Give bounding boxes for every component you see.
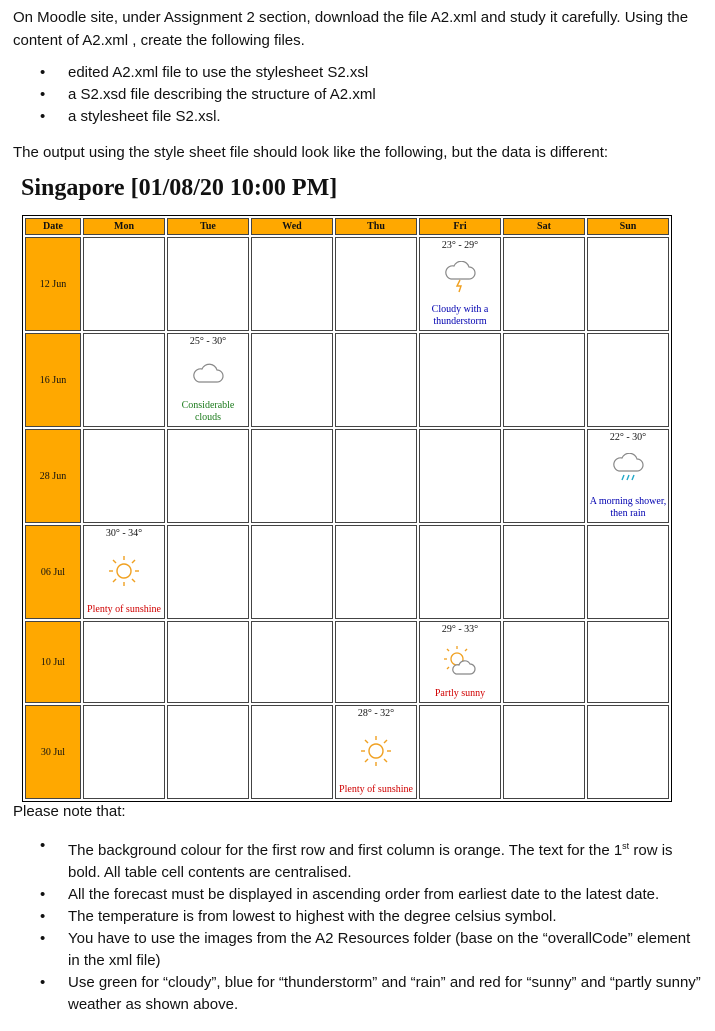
task-item: • edited A2.xml file to use the stylesheet S2.xsl <box>13 62 703 84</box>
day-cell <box>419 237 501 331</box>
day-cell <box>503 237 585 331</box>
day-cell <box>335 237 417 331</box>
forecast-table <box>22 215 672 802</box>
table-row <box>25 237 669 331</box>
day-cell <box>419 429 501 523</box>
weather-description: Considerable clouds <box>181 400 235 423</box>
day-cell <box>335 621 417 703</box>
day-cell <box>251 333 333 427</box>
table-row <box>25 333 669 427</box>
temperature-range: 22° - 30° <box>609 432 647 443</box>
day-cell <box>83 705 165 799</box>
table-row <box>25 525 669 619</box>
task-item: • a S2.xsd file describing the structure of A2.xml <box>13 84 703 106</box>
day-cell <box>167 525 249 619</box>
day-cell <box>83 429 165 523</box>
header-fri: Fri <box>419 218 501 235</box>
weather-description: Plenty of sunshine <box>87 604 161 615</box>
date-cell: 16 Jun <box>25 333 81 427</box>
day-cell <box>335 705 417 799</box>
forecast-entry <box>420 238 500 330</box>
forecast-title: Singapore [01/08/20 10:00 PM] <box>21 175 338 201</box>
table-row <box>25 429 669 523</box>
day-cell <box>587 621 669 703</box>
temperature-range: 23° - 29° <box>441 240 479 251</box>
partly-sunny-icon <box>442 644 478 681</box>
output-note: The output using the style sheet file should look like the following, but the data is different: <box>13 144 609 161</box>
header-wed: Wed <box>251 218 333 235</box>
note-item: • You have to use the images from the A2 Resources folder (base on the “overallCode” element in the xml file) <box>13 928 703 972</box>
day-cell <box>335 525 417 619</box>
date-cell: 06 Jul <box>25 525 81 619</box>
day-cell <box>419 705 501 799</box>
forecast-entry <box>168 334 248 426</box>
day-cell <box>587 705 669 799</box>
header-row <box>25 218 669 235</box>
day-cell <box>167 705 249 799</box>
sun-icon <box>106 554 142 591</box>
day-cell <box>587 333 669 427</box>
day-cell <box>83 525 165 619</box>
day-cell <box>167 621 249 703</box>
task-list <box>13 62 703 128</box>
day-cell <box>419 525 501 619</box>
day-cell <box>83 237 165 331</box>
day-cell <box>587 429 669 523</box>
day-cell <box>167 333 249 427</box>
forecast-entry <box>420 622 500 702</box>
day-cell <box>419 621 501 703</box>
day-cell <box>587 525 669 619</box>
note-item: • The background colour for the first row and first column is orange. The text for the 1st row is bold. All table cell contents are centralised. <box>13 835 703 884</box>
thunderstorm-icon <box>442 261 478 296</box>
header-mon: Mon <box>83 218 165 235</box>
table-row <box>25 621 669 703</box>
note-item: • The temperature is from lowest to highest with the degree celsius symbol. <box>13 906 703 928</box>
day-cell <box>251 705 333 799</box>
day-cell <box>167 429 249 523</box>
rain-icon <box>610 453 646 488</box>
date-cell: 12 Jun <box>25 237 81 331</box>
header-date: Date <box>25 218 81 235</box>
day-cell <box>251 237 333 331</box>
intro-paragraph: On Moodle site, under Assignment 2 section, download the file A2.xml and study it carefully. Using the content of A2.xml , create the following files. <box>13 9 689 49</box>
day-cell <box>83 621 165 703</box>
day-cell <box>419 333 501 427</box>
note-item: • All the forecast must be displayed in ascending order from earliest date to the latest date. <box>13 884 703 906</box>
header-sun: Sun <box>587 218 669 235</box>
day-cell <box>251 429 333 523</box>
note-heading: Please note that: <box>13 803 126 820</box>
date-cell: 28 Jun <box>25 429 81 523</box>
date-cell: 10 Jul <box>25 621 81 703</box>
header-tue: Tue <box>167 218 249 235</box>
day-cell <box>503 333 585 427</box>
day-cell <box>503 621 585 703</box>
header-sat: Sat <box>503 218 585 235</box>
day-cell <box>503 429 585 523</box>
temperature-range: 28° - 32° <box>357 708 395 719</box>
day-cell <box>335 333 417 427</box>
day-cell <box>83 333 165 427</box>
day-cell <box>251 525 333 619</box>
table-row <box>25 705 669 799</box>
day-cell <box>503 525 585 619</box>
temperature-range: 25° - 30° <box>189 336 227 347</box>
temperature-range: 29° - 33° <box>441 624 479 635</box>
day-cell <box>335 429 417 523</box>
day-cell <box>167 237 249 331</box>
task-item: • a stylesheet file S2.xsl. <box>13 106 703 128</box>
forecast-entry <box>588 430 668 522</box>
forecast-entry <box>84 526 164 618</box>
day-cell <box>251 621 333 703</box>
header-thu: Thu <box>335 218 417 235</box>
weather-description: Plenty of sunshine <box>339 784 413 795</box>
day-cell <box>587 237 669 331</box>
weather-description: A morning shower, then rain <box>589 496 667 519</box>
cloud-icon <box>190 360 226 389</box>
note-item: • Use green for “cloudy”, blue for “thunderstorm” and “rain” and red for “sunny” and “partly sunny” weather as shown above. <box>13 972 703 1016</box>
temperature-range: 30° - 34° <box>105 528 143 539</box>
sun-icon <box>358 734 394 771</box>
weather-description: Cloudy with a thunderstorm <box>431 304 489 327</box>
weather-description: Partly sunny <box>434 688 486 699</box>
date-cell: 30 Jul <box>25 705 81 799</box>
note-list <box>13 835 703 1016</box>
day-cell <box>503 705 585 799</box>
forecast-entry <box>336 706 416 798</box>
